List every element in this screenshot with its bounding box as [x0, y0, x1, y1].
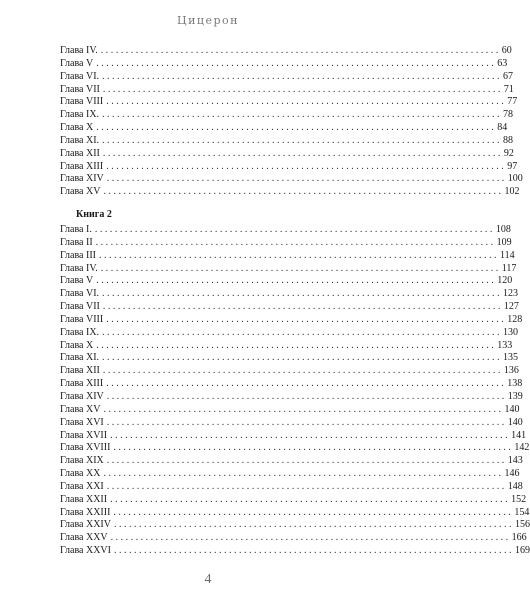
- toc-leader-dots: ................................................................................: [102, 301, 503, 313]
- toc-entry-page: 148: [507, 480, 523, 492]
- toc-leader-dots: ................................................................................: [110, 532, 511, 544]
- toc-entry-label: Глава I.: [60, 224, 92, 235]
- toc-entry-label: Глава XIII: [60, 378, 104, 390]
- toc-entry: [60, 442, 530, 455]
- toc-entry: [60, 378, 523, 391]
- toc-entry-page: 123: [503, 288, 519, 300]
- toc-entry: [60, 532, 527, 545]
- toc-entry-page: 92: [503, 147, 514, 159]
- toc-entry-label: Глава XVI: [60, 416, 104, 428]
- toc-entry: [60, 70, 514, 84]
- toc-entry-page: 138: [507, 378, 523, 390]
- toc-leader-dots: ................................................................................: [95, 236, 496, 248]
- toc-entry-page: 128: [507, 313, 523, 325]
- toc-leader-dots: ................................................................................: [113, 442, 514, 454]
- toc-leader-dots: ................................................................................: [106, 173, 507, 185]
- toc-entry-label: Глава X: [60, 122, 94, 134]
- toc-leader-dots: ................................................................................: [102, 365, 503, 377]
- toc-entry-label: Глава XIV: [60, 173, 104, 185]
- toc-entry-label: Глава V: [60, 57, 94, 69]
- toc-entry-label: Глава IX.: [60, 326, 100, 338]
- toc-entry-label: Глава XXVI: [60, 545, 111, 557]
- toc-entry-page: 152: [511, 493, 527, 505]
- toc-entry-label: Глава VIII: [60, 96, 104, 108]
- toc-leader-dots: ................................................................................: [102, 134, 503, 146]
- toc-entry-page: 141: [511, 429, 527, 441]
- toc-entry: [60, 147, 514, 161]
- toc-entry: [60, 480, 523, 494]
- toc-leader-dots: ................................................................................: [106, 378, 507, 390]
- toc-leader-dots: ................................................................................: [102, 352, 503, 364]
- toc-entry: [60, 519, 530, 532]
- toc-leader-dots: ................................................................................: [110, 429, 511, 441]
- toc-entry: [60, 275, 513, 288]
- toc-entry-page: 88: [503, 134, 514, 146]
- toc-entry-page: 78: [503, 109, 514, 121]
- toc-entry: [60, 313, 523, 327]
- toc-entry-page: 60: [501, 45, 512, 56]
- toc-leader-dots: ................................................................................: [102, 70, 503, 82]
- toc-entry: [60, 249, 515, 263]
- toc-leader-dots: ................................................................................: [106, 480, 507, 492]
- toc-entry-label: Глава XV: [60, 403, 101, 415]
- toc-entry-label: Глава III: [60, 249, 96, 261]
- toc-entry: [60, 468, 520, 481]
- toc-entry-label: Глава VIII: [60, 313, 104, 325]
- toc-entry-page: 169: [514, 545, 530, 557]
- toc-entry-page: 63: [497, 57, 508, 69]
- toc-entry-page: 108: [495, 224, 511, 235]
- toc-entry-page: 71: [503, 83, 514, 95]
- toc-entry-page: 166: [511, 532, 527, 544]
- toc-entry-label: Глава IV.: [60, 45, 98, 56]
- toc-entry-label: Глава XII: [60, 365, 100, 377]
- toc-section-1: [60, 45, 523, 199]
- toc-entry-label: Глава XVII: [60, 429, 108, 441]
- toc-entry: [60, 301, 519, 314]
- page-number: 4: [204, 572, 212, 587]
- toc-entry-label: Глава XIV: [60, 390, 104, 402]
- toc-entry-label: Глава X: [60, 339, 94, 351]
- toc-leader-dots: ................................................................................: [102, 147, 503, 159]
- toc-entry-page: 139: [507, 390, 523, 402]
- toc-entry: [60, 134, 514, 148]
- toc-leader-dots: ................................................................................: [106, 416, 507, 428]
- toc-entry: [60, 109, 514, 122]
- toc-entry: [60, 45, 512, 58]
- toc-entry: [60, 493, 527, 507]
- toc-entry-page: 146: [504, 468, 520, 480]
- toc-leader-dots: ................................................................................: [113, 519, 514, 531]
- toc-entry-label: Глава XII: [60, 147, 100, 159]
- toc-leader-dots: ................................................................................: [103, 403, 504, 415]
- toc-section-book-2: [60, 224, 530, 558]
- toc-entry-page: 114: [499, 249, 515, 261]
- toc-entry: [60, 403, 520, 417]
- toc-entry-label: Глава XI.: [60, 352, 100, 364]
- book-2-heading: Книга 2: [76, 209, 112, 220]
- toc-entry-label: Глава VI.: [60, 288, 100, 300]
- toc-entry: [60, 122, 508, 135]
- toc-leader-dots: ................................................................................: [102, 109, 503, 121]
- toc-entry-label: Глава XXIII: [60, 506, 111, 518]
- toc-entry-label: Глава VII: [60, 301, 100, 313]
- toc-leader-dots: ................................................................................: [113, 506, 514, 518]
- toc-entry-page: 133: [497, 339, 513, 351]
- toc-entry-page: 102: [504, 186, 520, 198]
- toc-entry: [60, 186, 520, 199]
- toc-leader-dots: ................................................................................: [106, 160, 507, 172]
- toc-leader-dots: ................................................................................: [100, 45, 501, 56]
- toc-entry-label: Глава XVIII: [60, 442, 111, 454]
- toc-entry-page: 143: [507, 455, 523, 467]
- toc-leader-dots: ................................................................................: [106, 96, 507, 108]
- toc-entry: [60, 545, 530, 558]
- toc-leader-dots: ................................................................................: [98, 249, 499, 261]
- toc-entry-page: 140: [504, 403, 520, 415]
- toc-leader-dots: ................................................................................: [102, 326, 503, 338]
- toc-entry: [60, 429, 527, 443]
- toc-entry: [60, 96, 518, 109]
- toc-entry: [60, 288, 519, 301]
- toc-entry-page: 67: [503, 70, 514, 82]
- running-head: Цицерон: [176, 14, 239, 27]
- toc-leader-dots: ................................................................................: [100, 262, 501, 274]
- toc-entry-label: Глава XXII: [60, 493, 108, 505]
- toc-entry-label: Глава XXI: [60, 480, 104, 492]
- toc-entry-label: Глава XXIV: [60, 519, 111, 531]
- toc-entry-label: Глава II: [60, 236, 93, 248]
- toc-leader-dots: ................................................................................: [106, 455, 507, 467]
- toc-leader-dots: ................................................................................: [103, 186, 504, 198]
- toc-entry-page: 136: [503, 365, 519, 377]
- toc-entry: [60, 160, 518, 174]
- toc-entry-page: 127: [503, 301, 519, 313]
- toc-entry-page: 120: [497, 275, 513, 287]
- toc-entry: [60, 455, 523, 468]
- toc-entry-page: 84: [497, 122, 508, 134]
- toc-entry-label: Глава XV: [60, 186, 101, 198]
- toc-leader-dots: ................................................................................: [113, 545, 514, 557]
- toc-leader-dots: ................................................................................: [106, 313, 507, 325]
- toc-leader-dots: ................................................................................: [110, 493, 511, 505]
- toc-entry: [60, 236, 512, 250]
- toc-entry-label: Глава VI.: [60, 70, 100, 82]
- toc-entry: [60, 173, 523, 186]
- toc-entry-page: 97: [507, 160, 518, 172]
- toc-leader-dots: ................................................................................: [102, 83, 503, 95]
- toc-entry-page: 154: [514, 506, 530, 518]
- toc-entry-page: 140: [507, 416, 523, 428]
- toc-entry-page: 142: [514, 442, 530, 454]
- toc-leader-dots: ................................................................................: [103, 468, 504, 480]
- toc-entry: [60, 326, 519, 340]
- toc-entry-page: 109: [496, 236, 512, 248]
- toc-entry-label: Глава XIX: [60, 455, 104, 467]
- toc-entry-label: Глава VII: [60, 83, 100, 95]
- toc-entry-label: Глава V: [60, 275, 94, 287]
- toc-entry: [60, 390, 523, 404]
- toc-entry: [60, 339, 513, 353]
- toc-entry: [60, 224, 511, 237]
- toc-entry: [60, 365, 519, 378]
- toc-leader-dots: ................................................................................: [96, 339, 497, 351]
- toc-leader-dots: ................................................................................: [96, 275, 497, 287]
- toc-entry-page: 100: [507, 173, 523, 185]
- toc-entry: [60, 506, 530, 520]
- toc-leader-dots: ................................................................................: [94, 224, 495, 235]
- toc-entry: [60, 262, 517, 276]
- toc-leader-dots: ................................................................................: [96, 122, 497, 134]
- toc-leader-dots: ................................................................................: [106, 390, 507, 402]
- toc-entry-label: Глава XIII: [60, 160, 104, 172]
- toc-entry-label: Глава IX.: [60, 109, 100, 121]
- toc-entry-page: 135: [503, 352, 519, 364]
- toc-entry-page: 77: [507, 96, 518, 108]
- toc-entry-label: Глава IV.: [60, 262, 98, 274]
- toc-entry: [60, 57, 508, 71]
- toc-entry-page: 156: [514, 519, 530, 531]
- toc-entry: [60, 352, 519, 365]
- toc-entry-label: Глава XI.: [60, 134, 100, 146]
- toc-leader-dots: ................................................................................: [102, 288, 503, 300]
- toc-entry-page: 130: [503, 326, 519, 338]
- toc-entry-page: 117: [501, 262, 517, 274]
- toc-entry-label: Глава XXV: [60, 532, 108, 544]
- toc-leader-dots: ................................................................................: [96, 57, 497, 69]
- toc-entry: [60, 83, 514, 97]
- toc-entry-label: Глава XX: [60, 468, 101, 480]
- toc-entry: [60, 416, 523, 430]
